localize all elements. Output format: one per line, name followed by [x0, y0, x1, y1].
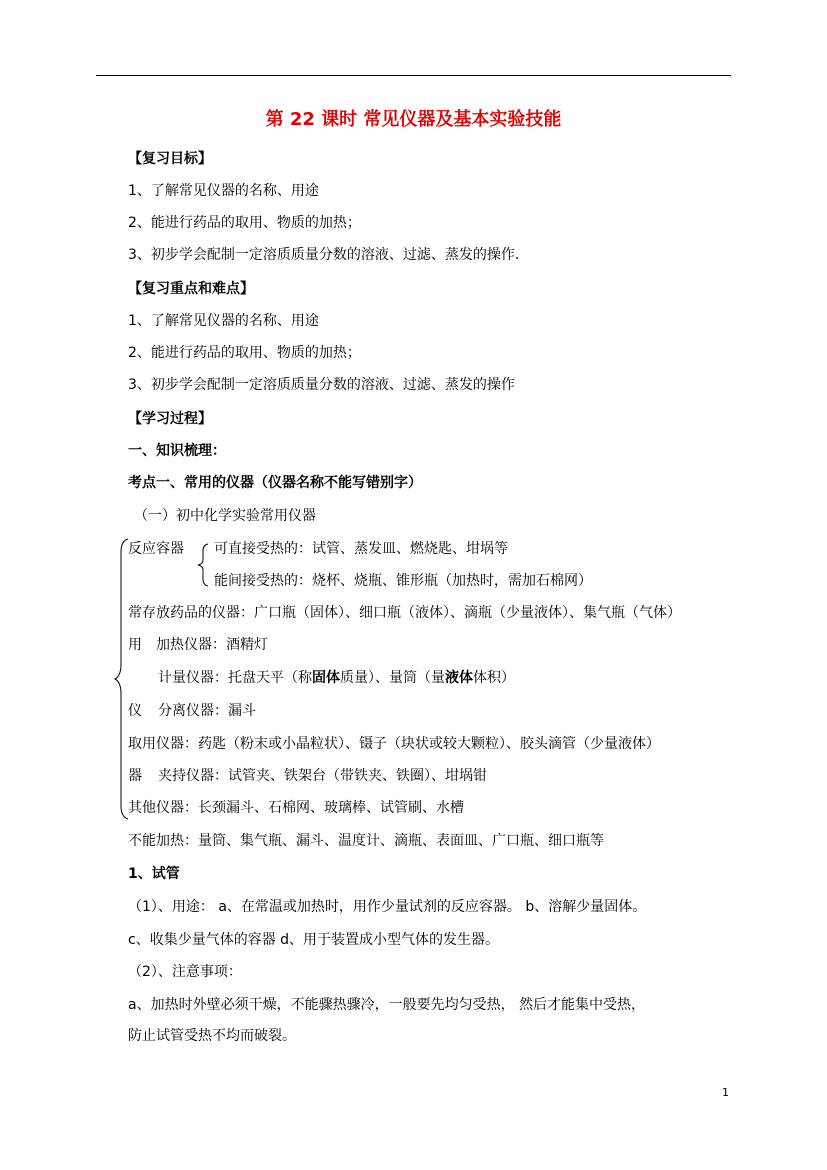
side-char-yi: 仪	[128, 703, 142, 719]
side-char-qi: 器	[128, 768, 142, 784]
goal-item-1: 1、了解常见仪器的名称、用途	[128, 183, 319, 199]
subheading-knowledge: 一、知识梳理：	[128, 443, 226, 459]
goal-item-2: 2、能进行药品的取用、物质的加热；	[128, 215, 361, 231]
page-number: 1	[722, 1086, 729, 1099]
test-tube-notes-heading: （2）、注意事项：	[128, 964, 242, 980]
taking-line: 取用仪器：药匙（粉末或小晶粒状）、镊子（块状或较大颗粒）、胶头滴管（少量液体）	[128, 736, 660, 752]
measuring-bold-solid: 固体	[312, 670, 340, 686]
subheading-common-instruments: （一）初中化学实验常用仪器	[134, 508, 316, 524]
header-rule	[96, 75, 731, 76]
indirect-heating-line: 能间接受热的：烧杯、烧瓶、锥形瓶（加热时，需加石棉网）	[214, 573, 592, 589]
subheading-exam-point: 考点一、常用的仪器（仪器名称不能写错别字）	[128, 475, 422, 491]
key-item-3: 3、初步学会配制一定溶质质量分数的溶液、过滤、蒸发的操作	[128, 377, 515, 393]
storage-line: 常存放药品的仪器：广口瓶（固体）、细口瓶（液体）、滴瓶（少量液体）、集气瓶（气体）	[128, 605, 681, 621]
section-heading-process: 【学习过程】	[128, 411, 212, 427]
measuring-text-3: 体积）	[473, 670, 515, 686]
page-title: 第 22 课时 常见仪器及基本实验技能	[265, 109, 562, 130]
measuring-text-2: 质量）、量筒（量	[340, 670, 445, 686]
measuring-line	[158, 669, 515, 687]
section-heading-goals: 【复习目标】	[128, 151, 212, 167]
measuring-bold-liquid: 液体	[445, 670, 473, 686]
key-item-1: 1、了解常见仪器的名称、用途	[128, 313, 319, 329]
reaction-container-label: 反应容器	[128, 541, 184, 557]
not-heatable-line: 不能加热：量筒、集气瓶、漏斗、温度计、滴瓶、表面皿、广口瓶、细口瓶等	[128, 833, 604, 849]
measuring-text-1: 计量仪器：托盘天平（称	[158, 670, 312, 686]
clamping-line: 夹持仪器：试管夹、铁架台（带铁夹、铁圈）、坩埚钳	[158, 768, 487, 784]
test-tube-note-a-2: 防止试管受热不均而破裂。	[128, 1028, 296, 1044]
test-tube-heading: 1、试管	[128, 866, 180, 882]
direct-heating-line: 可直接受热的：试管、蒸发皿、燃烧匙、坩埚等	[214, 541, 508, 557]
side-char-yong: 用	[128, 637, 142, 653]
test-tube-use-2: c、收集少量气体的容器 d、用于装置成小型气体的发生器。	[128, 932, 500, 948]
goal-item-3: 3、初步学会配制一定溶质质量分数的溶液、过滤、蒸发的操作.	[128, 247, 520, 263]
reaction-container-brace	[196, 543, 210, 587]
key-item-2: 2、能进行药品的取用、物质的加热；	[128, 345, 361, 361]
other-instruments-line: 其他仪器：长颈漏斗、石棉网、玻璃棒、试管刷、水槽	[128, 800, 464, 816]
heating-line: 加热仪器：酒精灯	[156, 637, 268, 653]
test-tube-use-1: （1）、用途： a、在常温或加热时，用作少量试剂的反应容器。 b、溶解少量固体。	[128, 899, 647, 915]
test-tube-note-a-1: a、加热时外壁必须干燥，不能骤热骤冷，一般要先均匀受热， 然后才能集中受热，	[128, 997, 646, 1013]
separation-line: 分离仪器：漏斗	[158, 703, 256, 719]
section-heading-key-points: 【复习重点和难点】	[128, 281, 254, 297]
